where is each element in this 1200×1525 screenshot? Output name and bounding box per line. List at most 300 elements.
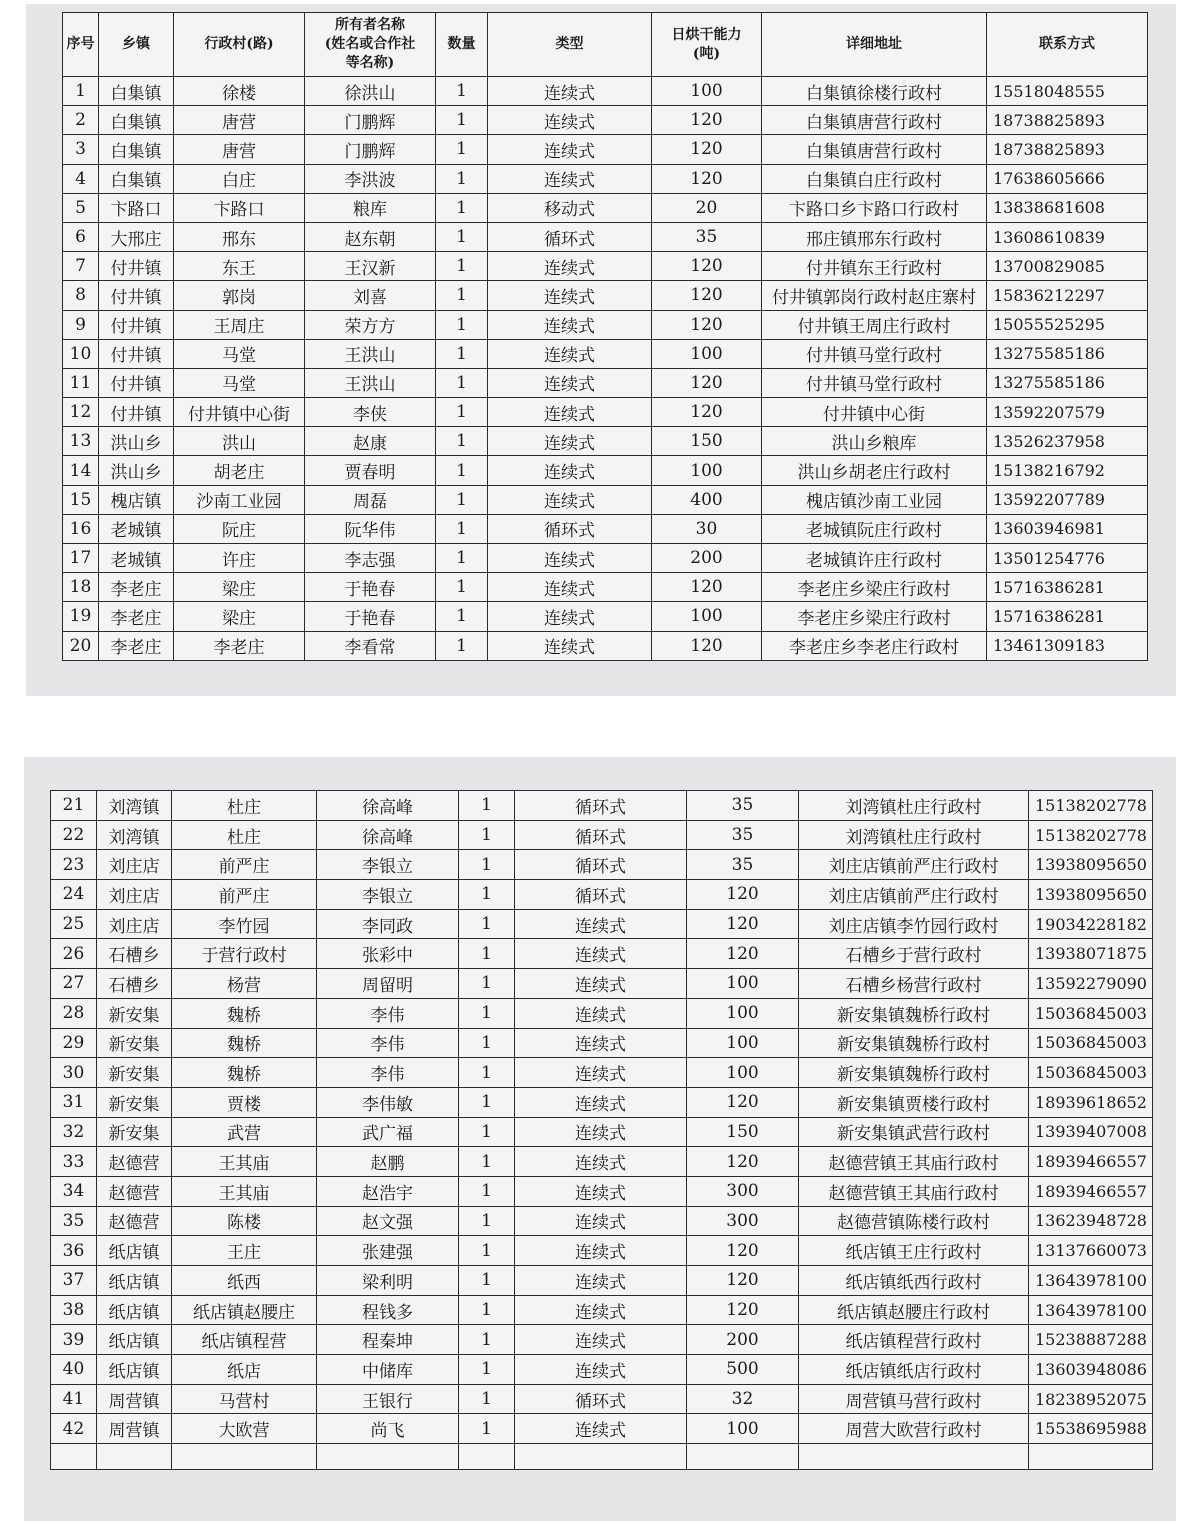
cell-seq: 34 <box>51 1176 97 1206</box>
cell-owner: 刘喜 <box>305 281 436 310</box>
table-header-row <box>63 13 1148 77</box>
cell-capacity: 100 <box>652 77 762 106</box>
cell-type: 连续式 <box>488 281 652 310</box>
cell-type: 连续式 <box>488 368 652 397</box>
cell-type: 连续式 <box>515 1058 687 1088</box>
cell-village: 陈楼 <box>172 1206 317 1236</box>
cell-address: 周营大欧营行政村 <box>799 1414 1029 1444</box>
header-capacity: 日烘干能力 (吨) <box>652 13 762 77</box>
cell-qty: 1 <box>459 1414 515 1444</box>
cell-seq: 5 <box>63 193 99 222</box>
cell-address: 邢庄镇邢东行政村 <box>762 222 987 251</box>
cell-seq: 10 <box>63 339 99 368</box>
cell-seq: 9 <box>63 310 99 339</box>
cell-seq: 37 <box>51 1266 97 1296</box>
cell-seq: 15 <box>63 485 99 514</box>
cell-capacity: 100 <box>687 1414 799 1444</box>
cell-capacity: 120 <box>652 398 762 427</box>
cell-address: 卞路口乡卞路口行政村 <box>762 193 987 222</box>
cell-capacity: 150 <box>652 427 762 456</box>
cell-owner: 李侠 <box>305 398 436 427</box>
cell-type: 连续式 <box>515 1206 687 1236</box>
cell-seq: 16 <box>63 514 99 543</box>
cell-qty: 1 <box>436 193 488 222</box>
cell-address: 新安集镇武营行政村 <box>799 1117 1029 1147</box>
cell-town: 赵德营 <box>97 1147 172 1177</box>
dryer-table-part-1 <box>62 12 1148 661</box>
cell-type: 连续式 <box>488 398 652 427</box>
cell-phone: 15138216792 <box>987 456 1148 485</box>
cell-address: 刘湾镇杜庄行政村 <box>799 791 1029 821</box>
cell-phone: 13838681608 <box>987 193 1148 222</box>
cell-town: 付井镇 <box>99 281 174 310</box>
cell-empty <box>51 1444 97 1470</box>
cell-phone: 13592279090 <box>1029 969 1153 999</box>
cell-capacity: 35 <box>687 820 799 850</box>
cell-capacity: 120 <box>687 1236 799 1266</box>
cell-seq: 13 <box>63 427 99 456</box>
cell-town: 老城镇 <box>99 514 174 543</box>
table-row <box>51 1325 1153 1355</box>
cell-address: 赵德营镇王其庙行政村 <box>799 1176 1029 1206</box>
cell-address: 付井镇马堂行政村 <box>762 339 987 368</box>
cell-type: 连续式 <box>515 1414 687 1444</box>
cell-phone: 15716386281 <box>987 573 1148 602</box>
cell-phone: 13592207789 <box>987 485 1148 514</box>
cell-owner: 李伟 <box>317 998 459 1028</box>
cell-qty: 1 <box>459 969 515 999</box>
cell-address: 纸店镇赵腰庄行政村 <box>799 1295 1029 1325</box>
cell-address: 李老庄乡梁庄行政村 <box>762 573 987 602</box>
cell-village: 马堂 <box>174 368 305 397</box>
cell-phone: 13623948728 <box>1029 1206 1153 1236</box>
cell-qty: 1 <box>459 1295 515 1325</box>
cell-address: 老城镇许庄行政村 <box>762 544 987 573</box>
cell-village: 胡老庄 <box>174 456 305 485</box>
cell-town: 槐店镇 <box>99 485 174 514</box>
cell-seq: 11 <box>63 368 99 397</box>
cell-capacity: 120 <box>687 1295 799 1325</box>
cell-owner: 赵浩宇 <box>317 1176 459 1206</box>
cell-seq: 25 <box>51 909 97 939</box>
cell-village: 纸店 <box>172 1355 317 1385</box>
cell-type: 移动式 <box>488 193 652 222</box>
cell-seq: 3 <box>63 135 99 164</box>
cell-qty: 1 <box>459 880 515 910</box>
cell-seq: 4 <box>63 164 99 193</box>
cell-phone: 13938095650 <box>1029 880 1153 910</box>
cell-type: 连续式 <box>515 1236 687 1266</box>
cell-address: 赵德营镇陈楼行政村 <box>799 1206 1029 1236</box>
cell-town: 刘庄店 <box>97 850 172 880</box>
table-row <box>63 164 1148 193</box>
cell-capacity: 120 <box>652 106 762 135</box>
cell-capacity: 120 <box>652 310 762 339</box>
cell-town: 白集镇 <box>99 77 174 106</box>
cell-address: 纸店镇王庄行政村 <box>799 1236 1029 1266</box>
cell-address: 新安集镇魏桥行政村 <box>799 998 1029 1028</box>
cell-town: 老城镇 <box>99 544 174 573</box>
cell-village: 王其庙 <box>172 1147 317 1177</box>
cell-seq: 42 <box>51 1414 97 1444</box>
cell-type: 循环式 <box>515 820 687 850</box>
cell-seq: 27 <box>51 969 97 999</box>
cell-owner: 武广福 <box>317 1117 459 1147</box>
cell-phone: 13939407008 <box>1029 1117 1153 1147</box>
cell-capacity: 100 <box>652 456 762 485</box>
cell-village: 梁庄 <box>174 573 305 602</box>
header-address: 详细地址 <box>762 13 987 77</box>
cell-seq: 39 <box>51 1325 97 1355</box>
cell-qty: 1 <box>436 631 488 660</box>
cell-type: 连续式 <box>488 602 652 631</box>
cell-town: 新安集 <box>97 1028 172 1058</box>
cell-owner: 程秦坤 <box>317 1325 459 1355</box>
cell-type: 连续式 <box>515 1176 687 1206</box>
cell-seq: 19 <box>63 602 99 631</box>
cell-phone: 15238887288 <box>1029 1325 1153 1355</box>
cell-owner: 贾春明 <box>305 456 436 485</box>
cell-address: 纸店镇程营行政村 <box>799 1325 1029 1355</box>
table-row <box>51 1266 1153 1296</box>
cell-type: 连续式 <box>515 998 687 1028</box>
cell-village: 郭岗 <box>174 281 305 310</box>
table-row <box>51 1117 1153 1147</box>
cell-town: 付井镇 <box>99 252 174 281</box>
cell-qty: 1 <box>436 252 488 281</box>
cell-capacity: 35 <box>652 222 762 251</box>
cell-qty: 1 <box>459 791 515 821</box>
table-row <box>63 252 1148 281</box>
cell-town: 大邢庄 <box>99 222 174 251</box>
cell-town: 赵德营 <box>97 1176 172 1206</box>
cell-phone: 18939618652 <box>1029 1087 1153 1117</box>
cell-capacity: 32 <box>687 1384 799 1414</box>
cell-type: 连续式 <box>515 1117 687 1147</box>
cell-town: 纸店镇 <box>97 1236 172 1266</box>
page-photo-1 <box>26 4 1176 696</box>
cell-empty <box>687 1444 799 1470</box>
cell-phone: 13608610839 <box>987 222 1148 251</box>
cell-village: 唐营 <box>174 106 305 135</box>
cell-phone: 13938071875 <box>1029 939 1153 969</box>
cell-type: 连续式 <box>515 909 687 939</box>
cell-address: 白集镇唐营行政村 <box>762 106 987 135</box>
cell-village: 洪山 <box>174 427 305 456</box>
cell-village: 李竹园 <box>172 909 317 939</box>
cell-seq: 26 <box>51 939 97 969</box>
cell-address: 白集镇唐营行政村 <box>762 135 987 164</box>
cell-village: 梁庄 <box>174 602 305 631</box>
cell-seq: 29 <box>51 1028 97 1058</box>
cell-phone: 15138202778 <box>1029 820 1153 850</box>
cell-capacity: 400 <box>652 485 762 514</box>
table-row <box>63 398 1148 427</box>
cell-capacity: 35 <box>687 791 799 821</box>
cell-seq: 40 <box>51 1355 97 1385</box>
cell-phone: 13592207579 <box>987 398 1148 427</box>
cell-phone: 13700829085 <box>987 252 1148 281</box>
header-owner: 所有者名称 (姓名或合作社 等名称) <box>305 13 436 77</box>
cell-type: 连续式 <box>515 1325 687 1355</box>
cell-town: 付井镇 <box>99 368 174 397</box>
cell-qty: 1 <box>459 1117 515 1147</box>
cell-seq: 12 <box>63 398 99 427</box>
cell-owner: 周留明 <box>317 969 459 999</box>
cell-town: 洪山乡 <box>99 456 174 485</box>
table-row <box>63 368 1148 397</box>
cell-qty: 1 <box>459 939 515 969</box>
cell-village: 魏桥 <box>172 998 317 1028</box>
table-row <box>63 106 1148 135</box>
cell-town: 周营镇 <box>97 1414 172 1444</box>
cell-seq: 31 <box>51 1087 97 1117</box>
cell-type: 连续式 <box>488 310 652 339</box>
cell-capacity: 120 <box>687 909 799 939</box>
cell-phone: 18939466557 <box>1029 1147 1153 1177</box>
cell-address: 付井镇中心街 <box>762 398 987 427</box>
cell-capacity: 120 <box>687 1087 799 1117</box>
cell-seq: 35 <box>51 1206 97 1236</box>
cell-capacity: 100 <box>687 998 799 1028</box>
cell-town: 刘庄店 <box>97 880 172 910</box>
cell-phone: 18738825893 <box>987 106 1148 135</box>
cell-address: 老城镇阮庄行政村 <box>762 514 987 543</box>
cell-address: 刘庄店镇李竹园行政村 <box>799 909 1029 939</box>
header-phone: 联系方式 <box>987 13 1148 77</box>
cell-village: 大欧营 <box>172 1414 317 1444</box>
cell-type: 连续式 <box>515 939 687 969</box>
cell-phone: 15538695988 <box>1029 1414 1153 1444</box>
cell-phone: 13275585186 <box>987 368 1148 397</box>
cell-type: 循环式 <box>515 1384 687 1414</box>
table-row <box>63 427 1148 456</box>
table-row <box>63 135 1148 164</box>
cell-type: 循环式 <box>488 222 652 251</box>
cell-qty: 1 <box>459 1176 515 1206</box>
cell-type: 连续式 <box>488 164 652 193</box>
cell-capacity: 120 <box>687 1147 799 1177</box>
cell-owner: 李银立 <box>317 850 459 880</box>
cell-owner: 李伟敏 <box>317 1087 459 1117</box>
table-row-empty <box>51 1444 1153 1470</box>
cell-phone: 13461309183 <box>987 631 1148 660</box>
cell-qty: 1 <box>436 222 488 251</box>
cell-capacity: 100 <box>652 339 762 368</box>
cell-capacity: 300 <box>687 1206 799 1236</box>
cell-address: 洪山乡粮库 <box>762 427 987 456</box>
cell-address: 槐店镇沙南工业园 <box>762 485 987 514</box>
cell-seq: 21 <box>51 791 97 821</box>
cell-phone: 15836212297 <box>987 281 1148 310</box>
cell-type: 连续式 <box>488 339 652 368</box>
cell-owner: 徐高峰 <box>317 820 459 850</box>
cell-owner: 徐高峰 <box>317 791 459 821</box>
table-row <box>63 193 1148 222</box>
cell-capacity: 500 <box>687 1355 799 1385</box>
cell-phone: 13526237958 <box>987 427 1148 456</box>
cell-type: 连续式 <box>488 252 652 281</box>
cell-address: 白集镇徐楼行政村 <box>762 77 987 106</box>
cell-type: 循环式 <box>515 880 687 910</box>
cell-village: 王其庙 <box>172 1176 317 1206</box>
table-row <box>51 1384 1153 1414</box>
cell-village: 邢东 <box>174 222 305 251</box>
cell-capacity: 200 <box>687 1325 799 1355</box>
header-type: 类型 <box>488 13 652 77</box>
table-row <box>51 1147 1153 1177</box>
cell-phone: 15716386281 <box>987 602 1148 631</box>
cell-town: 周营镇 <box>97 1384 172 1414</box>
cell-qty: 1 <box>459 1325 515 1355</box>
table-row <box>63 485 1148 514</box>
cell-seq: 33 <box>51 1147 97 1177</box>
cell-town: 新安集 <box>97 998 172 1028</box>
cell-qty: 1 <box>436 106 488 135</box>
cell-town: 白集镇 <box>99 106 174 135</box>
cell-town: 纸店镇 <box>97 1355 172 1385</box>
table-row <box>51 939 1153 969</box>
cell-village: 杜庄 <box>172 791 317 821</box>
cell-town: 赵德营 <box>97 1206 172 1236</box>
table-row <box>51 1295 1153 1325</box>
cell-owner: 梁利明 <box>317 1266 459 1296</box>
cell-village: 王庄 <box>172 1236 317 1266</box>
cell-empty <box>515 1444 687 1470</box>
cell-qty: 1 <box>436 310 488 339</box>
dryer-table-part-2 <box>50 790 1153 1470</box>
cell-owner: 李志强 <box>305 544 436 573</box>
cell-address: 付井镇王周庄行政村 <box>762 310 987 339</box>
table-row <box>51 1087 1153 1117</box>
cell-address: 付井镇东王行政村 <box>762 252 987 281</box>
cell-owner: 李洪波 <box>305 164 436 193</box>
cell-type: 连续式 <box>488 485 652 514</box>
cell-qty: 1 <box>459 1266 515 1296</box>
cell-seq: 8 <box>63 281 99 310</box>
cell-seq: 30 <box>51 1058 97 1088</box>
cell-owner: 阮华伟 <box>305 514 436 543</box>
table-row <box>63 631 1148 660</box>
cell-phone: 13501254776 <box>987 544 1148 573</box>
cell-type: 循环式 <box>515 850 687 880</box>
table-row <box>51 850 1153 880</box>
cell-capacity: 120 <box>652 573 762 602</box>
cell-village: 马堂 <box>174 339 305 368</box>
cell-qty: 1 <box>436 544 488 573</box>
cell-seq: 32 <box>51 1117 97 1147</box>
cell-village: 纸西 <box>172 1266 317 1296</box>
cell-village: 前严庄 <box>172 850 317 880</box>
cell-capacity: 30 <box>652 514 762 543</box>
cell-seq: 18 <box>63 573 99 602</box>
cell-address: 赵德营镇王其庙行政村 <box>799 1147 1029 1177</box>
table-row <box>63 544 1148 573</box>
table-row <box>51 909 1153 939</box>
table-row <box>51 1176 1153 1206</box>
cell-qty: 1 <box>436 339 488 368</box>
cell-capacity: 100 <box>687 1058 799 1088</box>
cell-owner: 赵东朝 <box>305 222 436 251</box>
cell-town: 石槽乡 <box>97 969 172 999</box>
header-town: 乡镇 <box>99 13 174 77</box>
cell-qty: 1 <box>436 602 488 631</box>
cell-empty <box>799 1444 1029 1470</box>
cell-type: 循环式 <box>515 791 687 821</box>
cell-town: 李老庄 <box>99 631 174 660</box>
cell-qty: 1 <box>436 164 488 193</box>
cell-owner: 王银行 <box>317 1384 459 1414</box>
cell-phone: 13643978100 <box>1029 1295 1153 1325</box>
cell-type: 连续式 <box>488 456 652 485</box>
cell-village: 于营行政村 <box>172 939 317 969</box>
table-row <box>51 1236 1153 1266</box>
cell-phone: 19034228182 <box>1029 909 1153 939</box>
table-row <box>63 310 1148 339</box>
cell-seq: 6 <box>63 222 99 251</box>
cell-owner: 王洪山 <box>305 368 436 397</box>
cell-capacity: 20 <box>652 193 762 222</box>
cell-village: 白庄 <box>174 164 305 193</box>
cell-village: 许庄 <box>174 544 305 573</box>
header-qty: 数量 <box>436 13 488 77</box>
cell-qty: 1 <box>459 1355 515 1385</box>
table-row <box>51 880 1153 910</box>
cell-village: 贾楼 <box>172 1087 317 1117</box>
cell-seq: 2 <box>63 106 99 135</box>
table-row <box>63 514 1148 543</box>
cell-qty: 1 <box>459 820 515 850</box>
cell-town: 纸店镇 <box>97 1295 172 1325</box>
cell-phone: 13643978100 <box>1029 1266 1153 1296</box>
cell-address: 石槽乡于营行政村 <box>799 939 1029 969</box>
cell-empty <box>97 1444 172 1470</box>
cell-qty: 1 <box>459 1028 515 1058</box>
cell-village: 徐楼 <box>174 77 305 106</box>
header-seq: 序号 <box>63 13 99 77</box>
cell-town: 刘湾镇 <box>97 791 172 821</box>
cell-owner: 程钱多 <box>317 1295 459 1325</box>
cell-qty: 1 <box>436 135 488 164</box>
cell-type: 连续式 <box>488 631 652 660</box>
cell-type: 连续式 <box>515 1355 687 1385</box>
cell-owner: 张彩中 <box>317 939 459 969</box>
cell-qty: 1 <box>436 77 488 106</box>
cell-village: 唐营 <box>174 135 305 164</box>
cell-qty: 1 <box>436 573 488 602</box>
cell-address: 纸店镇纸店行政村 <box>799 1355 1029 1385</box>
cell-capacity: 35 <box>687 850 799 880</box>
cell-type: 连续式 <box>515 1266 687 1296</box>
cell-owner: 赵文强 <box>317 1206 459 1236</box>
cell-phone: 13275585186 <box>987 339 1148 368</box>
cell-qty: 1 <box>459 998 515 1028</box>
table-row <box>51 820 1153 850</box>
cell-phone: 13603948086 <box>1029 1355 1153 1385</box>
cell-qty: 1 <box>459 1206 515 1236</box>
cell-town: 白集镇 <box>99 135 174 164</box>
cell-town: 洪山乡 <box>99 427 174 456</box>
cell-town: 李老庄 <box>99 573 174 602</box>
cell-village: 王周庄 <box>174 310 305 339</box>
cell-owner: 徐洪山 <box>305 77 436 106</box>
cell-address: 刘湾镇杜庄行政村 <box>799 820 1029 850</box>
cell-seq: 36 <box>51 1236 97 1266</box>
cell-type: 连续式 <box>488 427 652 456</box>
cell-village: 杜庄 <box>172 820 317 850</box>
cell-phone: 13938095650 <box>1029 850 1153 880</box>
cell-owner: 李看常 <box>305 631 436 660</box>
